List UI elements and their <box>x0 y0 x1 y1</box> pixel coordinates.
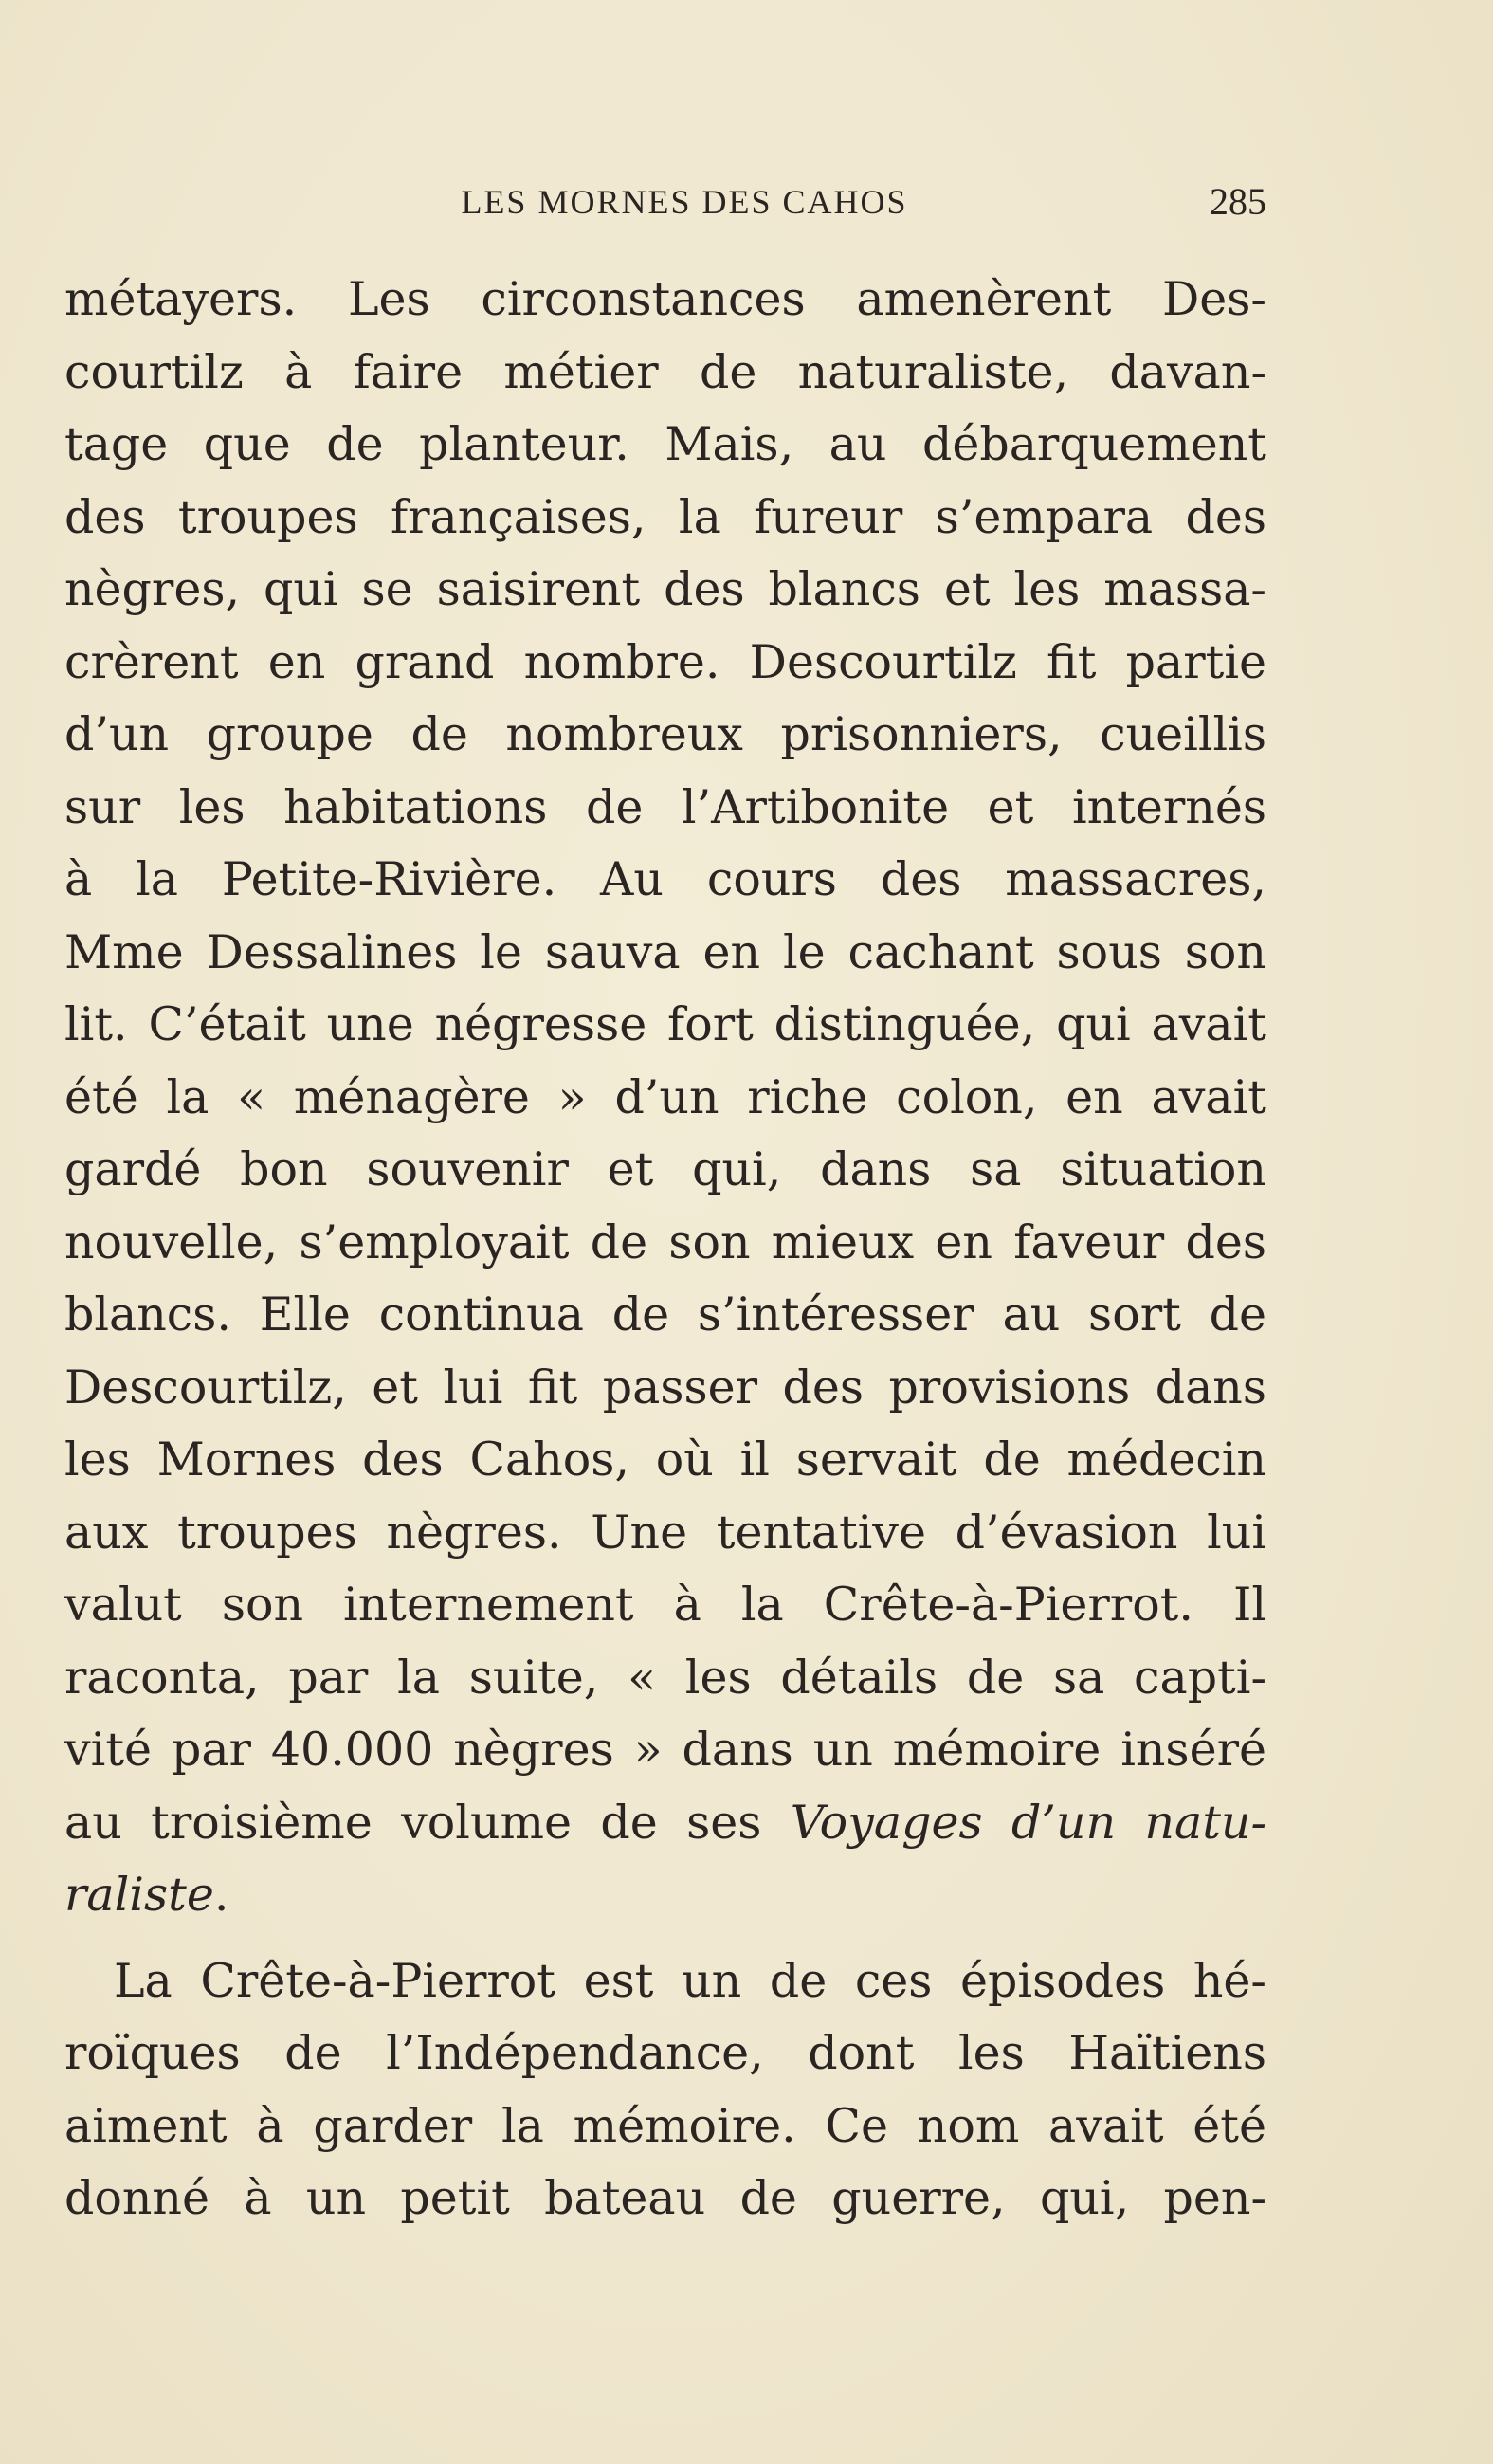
paragraph-1 <box>64 264 1266 1932</box>
text-line: donné à un petit bateau de guerre, qui, pen- <box>64 2171 1266 2225</box>
text-line: sur les habitations de l’Artibonite et internés <box>64 779 1266 834</box>
text-line: vité par 40.000 nègres » dans un mémoire inséré <box>64 1723 1266 1777</box>
text-line: gardé bon souvenir et qui, dans sa situation <box>64 1142 1266 1196</box>
text-line: blancs. Elle continua de s’intéresser au sort de <box>64 1287 1266 1342</box>
text-line: roïques de l’Indépendance, dont les Haïtiens <box>64 2026 1266 2080</box>
text-line: métayers. Les circonstances amenèrent Des- <box>64 272 1266 326</box>
page-number: 285 <box>1210 180 1266 223</box>
running-head <box>64 178 1266 226</box>
text-line-suffix: . <box>213 1868 229 1922</box>
text-line: Mme Dessalines le sauva en le cachant sous son <box>64 924 1266 979</box>
text-line-prefix: au troisième volume de ses <box>64 1795 791 1850</box>
body-text <box>64 264 1266 2236</box>
book-title-italic: Voyages d’un natu- <box>790 1795 1266 1850</box>
text-line: d’un groupe de nombreux prisonniers, cueillis <box>64 707 1266 761</box>
text-line <box>64 1787 1266 1860</box>
text-line: les Mornes des Cahos, où il servait de médecin <box>64 1433 1266 1487</box>
paragraph-2 <box>64 1945 1266 2236</box>
text-line: nègres, qui se saisirent des blancs et les massa- <box>64 562 1266 616</box>
text-line: été la « ménagère » d’un riche colon, en avait <box>64 1069 1266 1124</box>
text-line: tage que de planteur. Mais, au débarquement <box>64 417 1266 471</box>
text-line: à la Petite-Rivière. Au cours des massacres, <box>64 852 1266 906</box>
text-line: aux troupes nègres. Une tentative d’évasion lui <box>64 1505 1266 1560</box>
running-title: LES MORNES DES CAHOS <box>461 183 908 221</box>
text-line: raconta, par la suite, « les détails de sa capti- <box>64 1650 1266 1705</box>
text-line <box>64 1859 1266 1932</box>
text-line: valut son internement à la Crête-à-Pierrot. Il <box>64 1578 1266 1632</box>
text-line: crèrent en grand nombre. Descourtilz fit partie <box>64 634 1266 689</box>
book-title-italic: raliste <box>64 1868 214 1922</box>
text-line: courtilz à faire métier de naturaliste, davan- <box>64 344 1266 399</box>
paragraph-gap <box>64 1932 1266 1945</box>
text-line: Descourtilz, et lui fit passer des provisions dans <box>64 1360 1266 1415</box>
text-line: des troupes françaises, la fureur s’empara des <box>64 489 1266 544</box>
text-line: aiment à garder la mémoire. Ce nom avait été <box>64 2098 1266 2153</box>
text-line: lit. C’était une négresse fort distinguée, qui avait <box>64 997 1266 1051</box>
text-line: nouvelle, s’employait de son mieux en faveur des <box>64 1214 1266 1269</box>
text-line: La Crête-à-Pierrot est un de ces épisodes hé- <box>114 1953 1266 2008</box>
